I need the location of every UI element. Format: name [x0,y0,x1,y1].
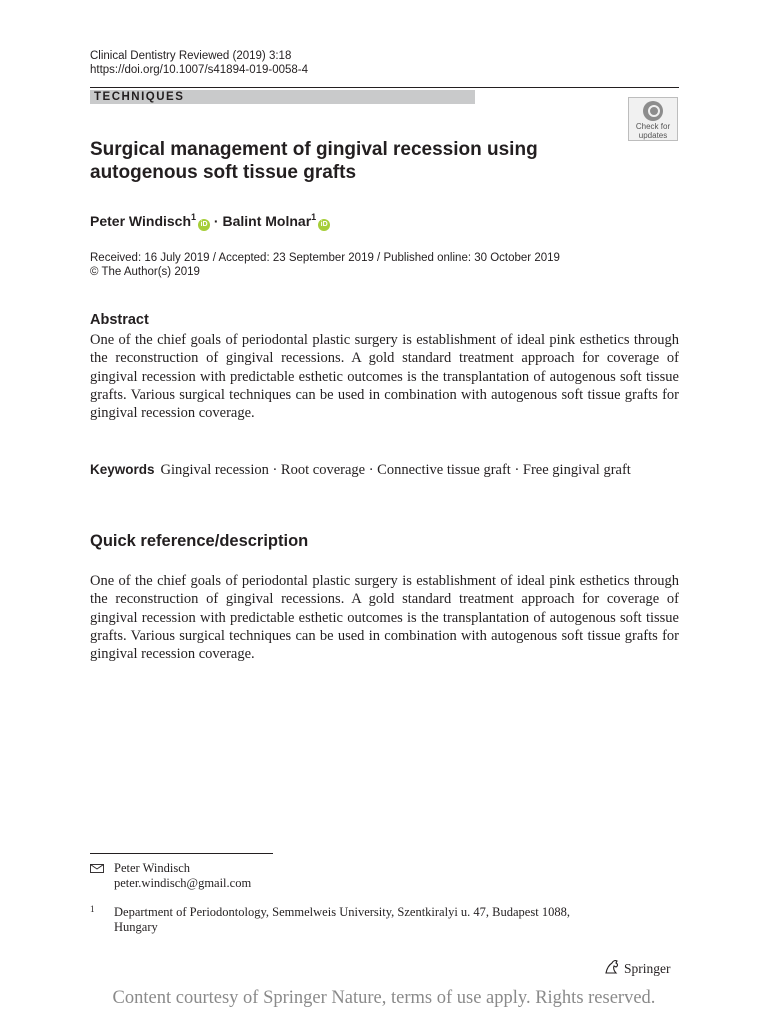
author-list [90,208,330,231]
quick-reference-heading: Quick reference/description [90,532,309,550]
abstract-text: One of the chief goals of periodontal plastic surgery is establishment of ideal pink esthetics through the reconstruction of gingival recessions. A gold standard treatment approach for coverage of gingival recession with predictable esthetic outcomes is the transplantation of autogenous soft tissue grafts. Various surgical techniques can be used in combination with autogenous soft tissue grafts for gingival recession coverage. [90,332,679,422]
corresponding-author-email[interactable]: peter.windisch@gmail.com [114,876,252,890]
check-for-updates-icon [643,101,663,121]
check-updates-line2: updates [638,131,668,140]
affiliation-line1: Department of Periodontology, Semmelweis University, Szentkiralyi u. 47, Budapest 1088, [114,905,570,919]
keywords-label: Keywords [90,462,155,477]
author-name[interactable]: Balint Molnar [222,213,312,229]
header-rule [90,87,679,88]
author-affiliation-mark: 1 [191,212,197,222]
publication-dates [90,251,560,279]
envelope-icon [90,864,104,873]
doi-link[interactable]: https://doi.org/10.1007/s41894-019-0058-4 [90,64,309,76]
abstract-heading: Abstract [90,312,149,328]
check-for-updates-button[interactable] [628,97,678,141]
footnote-rule [90,853,273,854]
author-separator: · [210,213,223,229]
check-updates-line1: Check for [635,122,671,131]
courtesy-notice: Content courtesy of Springer Nature, terms of use apply. Rights reserved. [112,988,656,1008]
affiliation-number: 1 [90,904,95,914]
copyright-line: © The Author(s) 2019 [90,266,200,278]
dates-line: Received: 16 July 2019 / Accepted: 23 September 2019 / Published online: 30 October 2019 [90,252,560,264]
quick-reference-text: One of the chief goals of periodontal plastic surgery is establishment of ideal pink esthetics through the reconstruction of gingival recessions. A gold standard treatment approach for coverage of gingival recession with predictable esthetic outcomes is the transplantation of autogenous soft tissue grafts. Various surgical techniques can be used in combination with autogenous soft tissue grafts for gingival recession coverage. [90,573,679,663]
section-label: TECHNIQUES [90,90,475,104]
springer-horse-icon [603,959,621,975]
corresponding-author-name: Peter Windisch [114,861,190,875]
affiliation-line2: Hungary [114,920,158,934]
author-affiliation-mark: 1 [311,212,317,222]
publisher-name: Springer [624,961,671,976]
author-name[interactable]: Peter Windisch [90,213,192,229]
journal-citation: Clinical Dentistry Reviewed (2019) 3:18 [90,50,292,62]
springer-logo [603,959,671,977]
article-title: Surgical management of gingival recession using autogenous soft tissue grafts [90,139,538,183]
orcid-icon[interactable]: iD [318,219,330,231]
keywords [90,461,679,479]
orcid-icon[interactable]: iD [198,219,210,231]
keywords-text: Gingival recession · Root coverage · Connective tissue graft · Free gingival graft [160,462,631,478]
